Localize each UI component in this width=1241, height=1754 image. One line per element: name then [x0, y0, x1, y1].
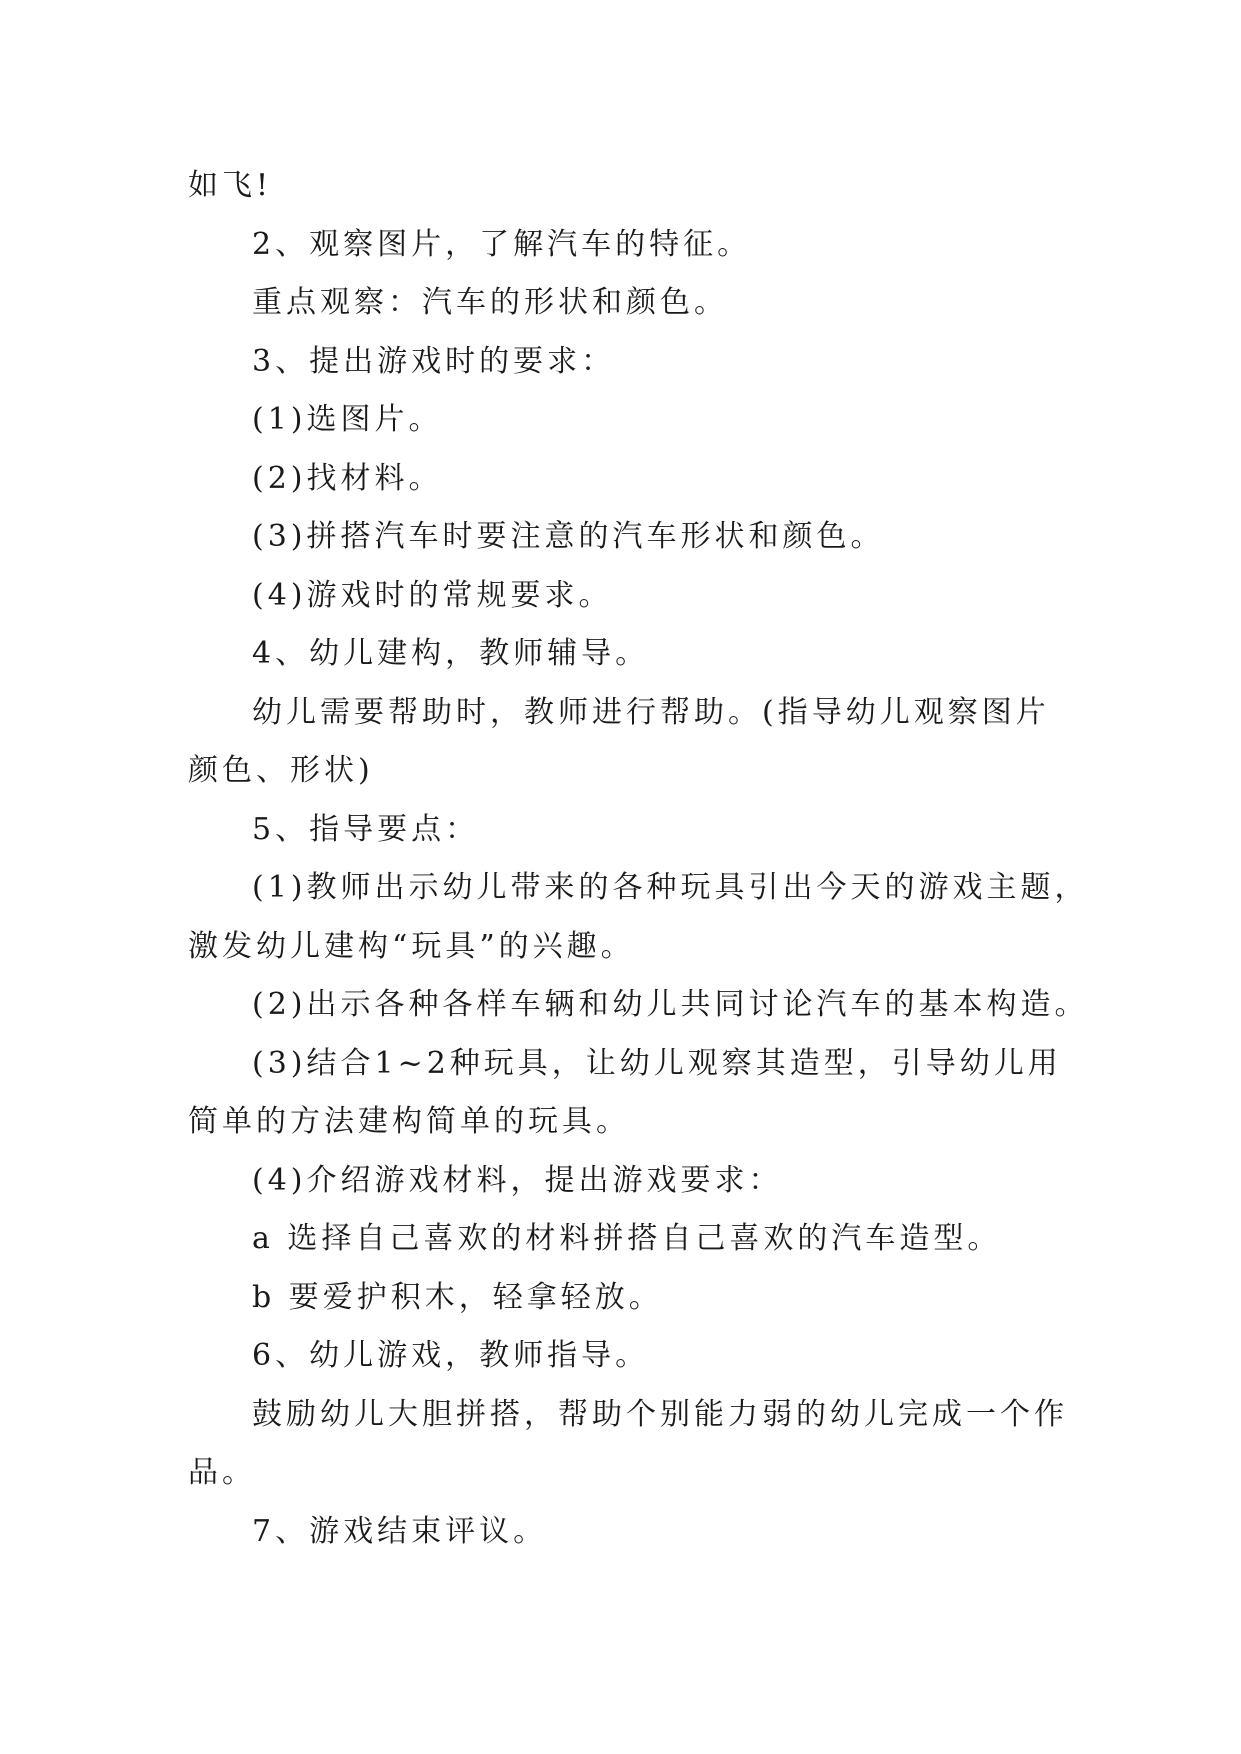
text-line-22: 鼓励幼儿大胆拼搭，帮助个别能力弱的幼儿完成一个作: [252, 1397, 1068, 1432]
text-line-9: 4、幼儿建构，教师辅导。: [252, 636, 650, 671]
text-line-11: 颜色、形状): [188, 753, 374, 788]
text-line-8: (4)游戏时的常规要求。: [252, 578, 613, 613]
text-line-16: (3)结合1~2种玩具，让幼儿观察其造型，引导幼儿用: [252, 1046, 1062, 1081]
text-line-7: (3)拼搭汽车时要注意的汽车形状和颜色。: [252, 519, 885, 554]
text-line-4: 3、提出游戏时的要求：: [252, 344, 616, 379]
text-line-2: 2、观察图片，了解汽车的特征。: [252, 227, 752, 262]
text-line-23: 品。: [188, 1455, 256, 1490]
text-line-21: 6、幼儿游戏，教师指导。: [252, 1338, 650, 1373]
text-line-14: 激发幼儿建构“玩具”的兴趣。: [188, 929, 635, 964]
text-line-19: a 选择自己喜欢的材料拼搭自己喜欢的汽车造型。: [252, 1221, 1002, 1256]
text-line-5: (1)选图片。: [252, 402, 443, 437]
text-line-3: 重点观察：汽车的形状和颜色。: [252, 285, 728, 320]
text-line-20: b 要爱护积木，轻拿轻放。: [252, 1280, 663, 1315]
text-line-6: (2)找材料。: [252, 461, 443, 496]
text-line-10: 幼儿需要帮助时，教师进行帮助。(指导幼儿观察图片: [252, 695, 1050, 730]
text-line-1: 如飞!: [188, 168, 273, 203]
text-line-15: (2)出示各种各样车辆和幼儿共同讨论汽车的基本构造。: [252, 987, 1089, 1022]
text-line-13: (1)教师出示幼儿带来的各种玩具引出今天的游戏主题，: [252, 870, 1089, 905]
text-line-12: 5、指导要点：: [252, 812, 480, 847]
text-line-18: (4)介绍游戏材料，提出游戏要求：: [252, 1163, 783, 1198]
text-line-24: 7、游戏结束评议。: [252, 1514, 548, 1549]
text-line-17: 简单的方法建构简单的玩具。: [188, 1104, 630, 1139]
